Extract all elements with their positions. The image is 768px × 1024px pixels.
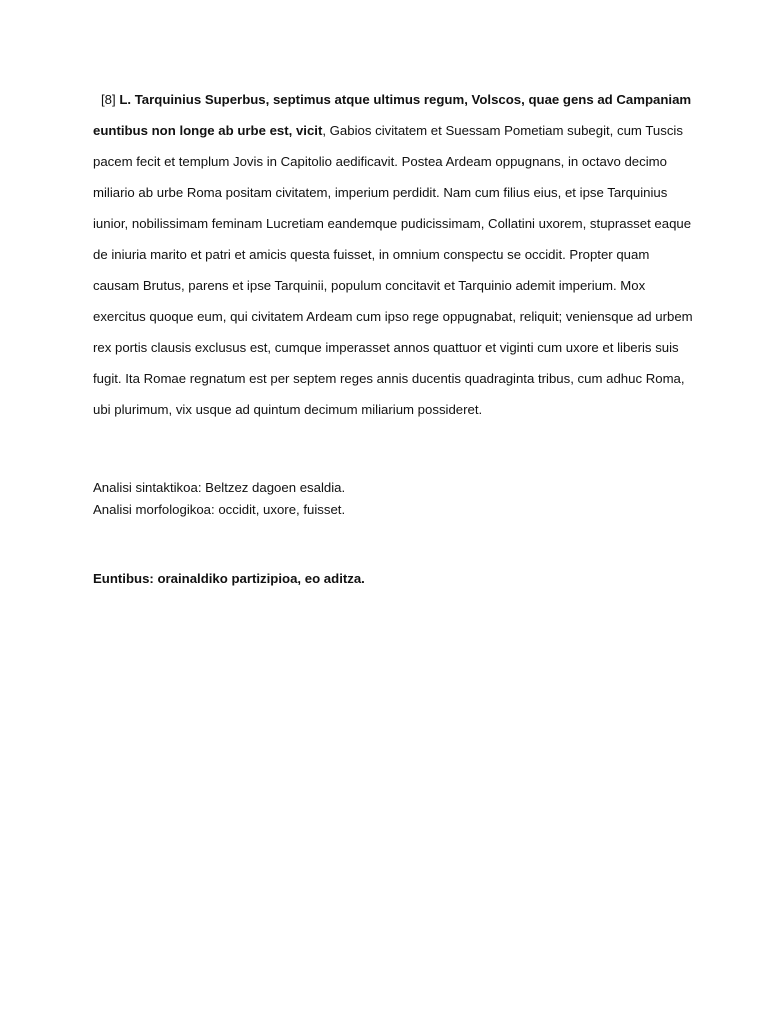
analysis-block bbox=[93, 477, 693, 521]
paragraph-number: [8] bbox=[101, 92, 116, 107]
paragraph-body: , Gabios civitatem et Suessam Pometiam subegit, cum Tuscis pacem fecit et templum Jovis in Capitolio aedificavit. Postea Ardeam oppugnans, in octavo decimo miliario ab urbe Roma positam civitatem, imperium perdidit. Nam cum filius eius, et ipse Tarquinius iunior, nobilissimam feminam Lucretiam eandemque pudicissimam, Collatini uxorem, stuprasset eaque de iniuria marito et patri et amicis questa fuisset, in omnium conspectu se occidit. Propter quam causam Brutus, parens et ipse Tarquinii, populum concitavit et Tarquinio ademit imperium. Mox exercitus quoque eum, qui civitatem Ardeam cum ipso rege oppugnabat, reliquit; veniensque ad urbem rex portis clausis exclusus est, cumque imperasset annos quattuor et viginti cum uxore et liberis suis fugit. Ita Romae regnatum est per septem reges annis ducentis quadraginta tribus, cum adhuc Roma, ubi plurimum, vix usque ad quintum decimum miliarium possideret. bbox=[93, 123, 693, 417]
vocabulary-note: Euntibus: orainaldiko partizipioa, eo aditza. bbox=[93, 571, 365, 586]
syntactic-analysis: Analisi sintaktikoa: Beltzez dagoen esaldia. bbox=[93, 480, 346, 495]
morphological-analysis: Analisi morfologikoa: occidit, uxore, fuisset. bbox=[93, 502, 346, 517]
latin-paragraph bbox=[93, 84, 693, 425]
bold-lead-sentence: L. Tarquinius Superbus, septimus atque ultimus regum, Volscos, quae gens ad Campaniam euntibus non longe ab urbe est, vicit bbox=[93, 92, 692, 138]
